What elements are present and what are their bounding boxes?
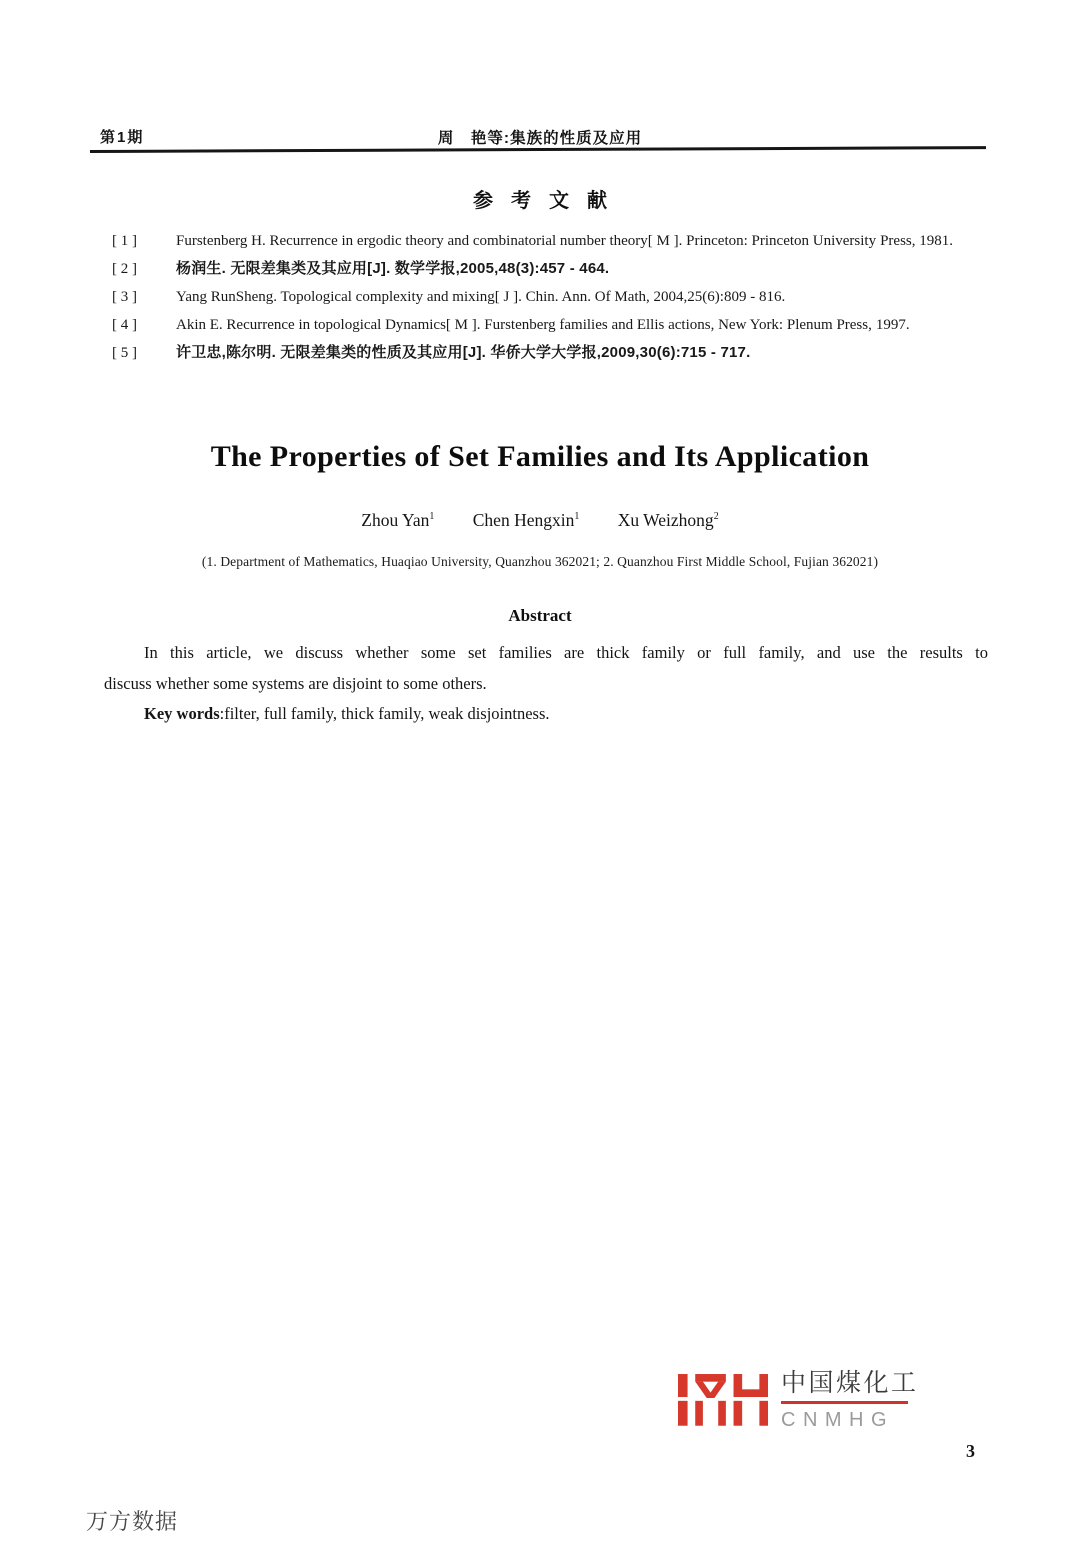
page-number: 3 bbox=[966, 1441, 975, 1461]
logo-en-text: CNMHG bbox=[781, 1409, 895, 1431]
keywords-line bbox=[104, 699, 988, 730]
author-line bbox=[0, 510, 1080, 531]
author-name: Zhou Yan bbox=[361, 510, 430, 530]
reference-text: 杨润生. 无限差集类及其应用[J]. 数学学报,2005,48(3):457 - 464. bbox=[176, 260, 610, 277]
reference-label: [ 4 ] bbox=[112, 317, 137, 333]
reference-label: [ 3 ] bbox=[112, 289, 137, 305]
references-list bbox=[112, 227, 998, 367]
cnmhg-logo bbox=[678, 1368, 919, 1432]
references-heading: 参考文献 bbox=[473, 190, 625, 212]
article-title: The Properties of Set Families and Its Application bbox=[210, 440, 870, 473]
abstract-text: discuss whether some systems are disjoint to some others. bbox=[104, 673, 487, 693]
logo-cn-text: 中国煤化工 bbox=[781, 1369, 919, 1397]
reference-item bbox=[112, 339, 998, 367]
reference-item bbox=[112, 227, 998, 255]
author-name: Xu Weizhong bbox=[617, 510, 714, 530]
abstract-heading: Abstract bbox=[508, 606, 572, 625]
wanfang-watermark: 万方数据 bbox=[86, 1509, 179, 1534]
reference-item bbox=[112, 311, 998, 339]
reference-text: 1997. bbox=[875, 317, 910, 333]
reference-text: Yang RunSheng. Topological complexity and mixing[ J ]. Chin. Ann. Of Math, 2004,25(6):809 - 816. bbox=[176, 289, 786, 305]
page-header bbox=[92, 126, 988, 148]
logo-underline bbox=[781, 1401, 908, 1404]
reference-text: Furstenberg H. Recurrence in ergodic theory and combinatorial number theory[ M ]. Princeton: Princeton University bbox=[176, 233, 877, 249]
author-name: Chen Hengxin bbox=[472, 510, 575, 530]
abstract-text: In this article, we discuss whether some set families are thick family or full family, and use the results to bbox=[144, 643, 988, 662]
running-title: 周 艳等:集族的性质及应用 bbox=[437, 130, 643, 147]
author-affiliation-sup: 1 bbox=[429, 511, 435, 523]
author bbox=[618, 510, 719, 531]
issue-label: 第1期 bbox=[100, 129, 145, 146]
cnmhg-logo-mark-icon bbox=[678, 1368, 768, 1426]
reference-label: [ 2 ] bbox=[112, 261, 137, 277]
reference-item bbox=[112, 255, 998, 283]
reference-label: [ 5 ] bbox=[112, 345, 137, 361]
reference-text: Akin E. Recurrence in topological Dynamics[ M ]. Furstenberg families and Ellis actions, New York: Plenum Press, bbox=[176, 317, 872, 333]
author bbox=[361, 510, 434, 531]
author-affiliation-sup: 2 bbox=[713, 511, 719, 523]
reference-text: Press, 1981. bbox=[880, 233, 954, 249]
keywords-text: :filter, full family, thick family, weak disjointness. bbox=[219, 704, 550, 723]
reference-label: [ 1 ] bbox=[112, 233, 137, 249]
abstract-block bbox=[104, 638, 988, 730]
reference-text: 许卫忠,陈尔明. 无限差集类的性质及其应用[J]. 华侨大学大学报,2009,30(6):715 - 717. bbox=[176, 344, 751, 361]
author-affiliation-sup: 1 bbox=[574, 511, 580, 523]
keywords-label: Key words bbox=[144, 704, 220, 723]
affiliation-line: (1. Department of Mathematics, Huaqiao University, Quanzhou 362021; 2. Quanzhou First Middle School, Fujian 362021) bbox=[201, 554, 879, 569]
author bbox=[473, 510, 580, 531]
reference-item bbox=[112, 283, 998, 311]
